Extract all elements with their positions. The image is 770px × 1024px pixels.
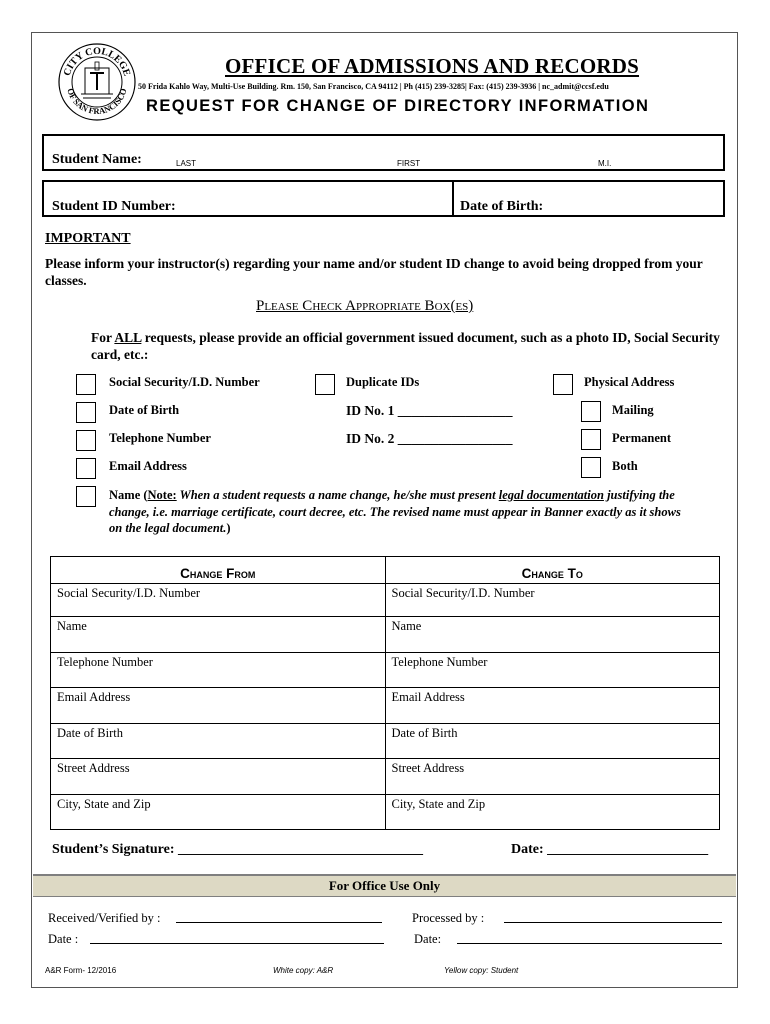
important-text: Please inform your instructor(s) regarding your name and/or student ID change to avoid being dropped from your classes. xyxy=(45,256,703,288)
from-name-cell[interactable]: Name xyxy=(51,617,386,653)
to-street-cell[interactable]: Street Address xyxy=(385,759,720,795)
telephone-checkbox[interactable] xyxy=(76,430,96,451)
important-heading: IMPORTANT xyxy=(45,231,131,246)
to-dob-cell[interactable]: Date of Birth xyxy=(385,723,720,759)
table-row xyxy=(51,584,720,617)
date-of-birth-label: Date of Birth: xyxy=(460,199,544,214)
to-name-cell[interactable]: Name xyxy=(385,617,720,653)
change-table xyxy=(50,556,720,830)
table-row xyxy=(51,759,720,795)
to-email-cell[interactable]: Email Address xyxy=(385,688,720,724)
from-telephone-cell[interactable]: Telephone Number xyxy=(51,652,386,688)
from-city-cell[interactable]: City, State and Zip xyxy=(51,794,386,830)
signature-date-field[interactable]: Date: _______________________ xyxy=(511,842,709,857)
table-row xyxy=(51,794,720,830)
mailing-checkbox[interactable] xyxy=(581,401,601,422)
last-name-caption: LAST xyxy=(176,159,197,168)
email-checkbox[interactable] xyxy=(76,458,96,479)
email-option-label: Email Address xyxy=(109,459,187,473)
white-copy-note: White copy: A&R xyxy=(273,966,334,975)
change-to-header: Change To xyxy=(385,557,720,584)
from-street-cell[interactable]: Street Address xyxy=(51,759,386,795)
form-subtitle: REQUEST FOR CHANGE OF DIRECTORY INFORMATION xyxy=(146,97,650,115)
from-ssn-cell[interactable]: Social Security/I.D. Number xyxy=(51,584,386,617)
id-no-2-field[interactable]: ID No. 2 _________________ xyxy=(346,431,513,446)
ssn-option-label: Social Security/I.D. Number xyxy=(109,375,260,389)
svg-text:CITY COLLEGE: CITY COLLEGE xyxy=(61,45,133,78)
permanent-label: Permanent xyxy=(612,431,672,445)
permanent-checkbox[interactable] xyxy=(581,429,601,450)
dob-option-label: Date of Birth xyxy=(109,403,180,417)
first-name-caption: FIRST xyxy=(397,159,421,168)
student-signature-field[interactable]: Student’s Signature: ___________________________________ xyxy=(52,842,424,857)
to-city-cell[interactable]: City, State and Zip xyxy=(385,794,720,830)
from-dob-cell[interactable]: Date of Birth xyxy=(51,723,386,759)
name-change-note: Name (Note: When a student requests a name change, he/she must present legal documentation justifying the change, i.e. marriage certificate, court decree, etc. The revised name must appear in Banner exactly as it shows on the legal document.) xyxy=(109,488,681,535)
physical-address-label: Physical Address xyxy=(584,375,675,389)
svg-text:OF SAN FRANCISCO: OF SAN FRANCISCO xyxy=(65,87,129,117)
yellow-copy-note: Yellow copy: Student xyxy=(444,966,519,975)
student-name-label: Student Name: xyxy=(52,152,142,167)
from-email-cell[interactable]: Email Address xyxy=(51,688,386,724)
id-dob-divider xyxy=(452,181,454,216)
table-row xyxy=(51,652,720,688)
both-label: Both xyxy=(612,459,638,473)
form-number: A&R Form- 12/2016 xyxy=(45,966,117,975)
duplicate-ids-label: Duplicate IDs xyxy=(346,375,420,389)
office-date-left-line[interactable] xyxy=(90,943,384,944)
table-row xyxy=(51,723,720,759)
office-title: OFFICE OF ADMISSIONS AND RECORDS xyxy=(225,54,640,78)
received-verified-line[interactable] xyxy=(176,922,382,923)
ssn-checkbox[interactable] xyxy=(76,374,96,395)
office-date-left-label: Date : xyxy=(48,932,79,946)
college-seal-logo xyxy=(57,42,137,122)
office-use-heading: For Office Use Only xyxy=(33,874,736,897)
mailing-label: Mailing xyxy=(612,403,654,417)
name-checkbox[interactable] xyxy=(76,486,96,507)
office-date-right-line[interactable] xyxy=(457,943,722,944)
office-date-right-label: Date: xyxy=(414,932,442,946)
both-checkbox[interactable] xyxy=(581,457,601,478)
physical-address-checkbox[interactable] xyxy=(553,374,573,395)
processed-by-line[interactable] xyxy=(504,922,722,923)
office-address: 50 Frida Kahlo Way, Multi-Use Building. Rm. 150, San Francisco, CA 94112 | Ph (415) 239-3285| Fax: (415) 239-3936 | nc_admit@ccsf.edu xyxy=(138,82,609,91)
documents-note: For ALL requests, please provide an official government issued document, such as a photo ID, Social Security card, etc.: xyxy=(91,330,720,362)
table-row xyxy=(51,617,720,653)
processed-by-label: Processed by : xyxy=(412,911,485,925)
table-row xyxy=(51,688,720,724)
dob-checkbox[interactable] xyxy=(76,402,96,423)
telephone-option-label: Telephone Number xyxy=(109,431,211,445)
duplicate-ids-checkbox[interactable] xyxy=(315,374,335,395)
student-id-label: Student ID Number: xyxy=(52,199,176,214)
id-no-1-field[interactable]: ID No. 1 _________________ xyxy=(346,403,513,418)
to-telephone-cell[interactable]: Telephone Number xyxy=(385,652,720,688)
change-from-header: Change From xyxy=(51,557,386,584)
received-verified-label: Received/Verified by : xyxy=(48,911,161,925)
student-name-box[interactable] xyxy=(42,134,725,171)
to-ssn-cell[interactable]: Social Security/I.D. Number xyxy=(385,584,720,617)
check-boxes-heading: Please Check Appropriate Box(es) xyxy=(256,298,474,314)
middle-initial-caption: M.I. xyxy=(598,159,612,168)
